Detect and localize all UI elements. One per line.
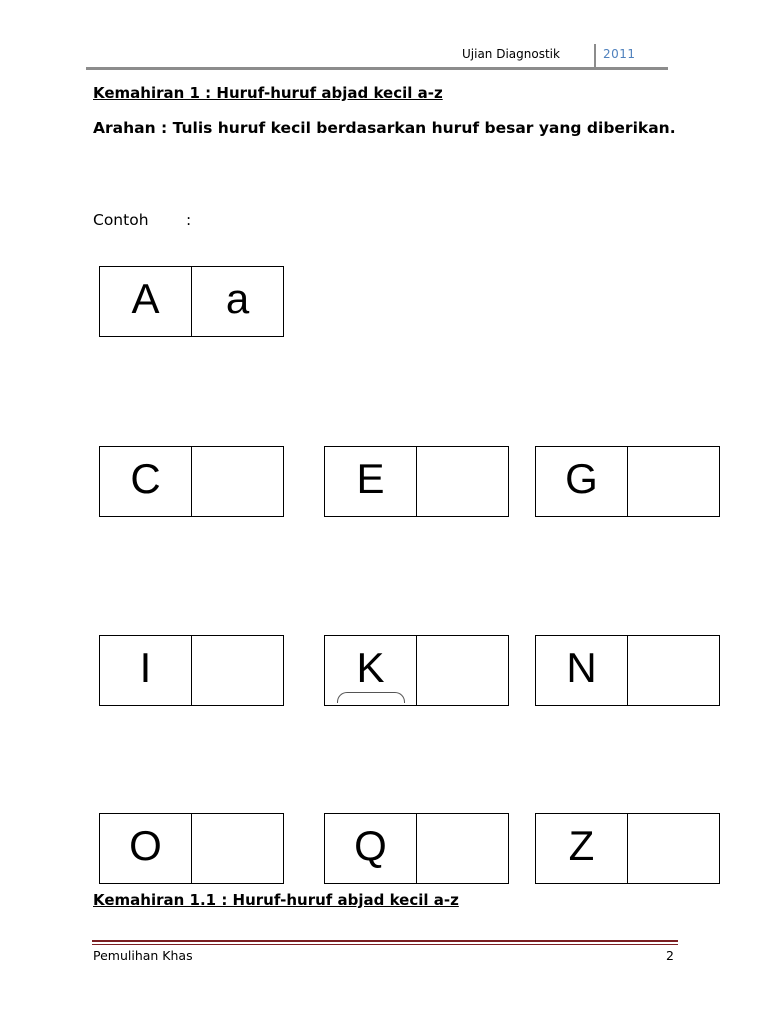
upper-letter-cell: G (535, 446, 628, 517)
example-upper-cell: A (99, 266, 192, 337)
footer-label: Pemulihan Khas (93, 948, 193, 963)
upper-letter-cell: C (99, 446, 192, 517)
exercise-pair-q (324, 813, 510, 884)
exercise-pair-i (99, 635, 285, 706)
answer-box[interactable] (416, 635, 509, 706)
header-separator (594, 44, 596, 68)
answer-box[interactable] (627, 446, 720, 517)
example-colon: : (186, 211, 192, 229)
answer-box[interactable] (191, 635, 284, 706)
example-lower-cell: a (191, 266, 284, 337)
example-label: Contoh (93, 211, 149, 229)
upper-letter-cell: N (535, 635, 628, 706)
upper-letter-cell: I (99, 635, 192, 706)
upper-letter-cell: E (324, 446, 417, 517)
upper-letter: K (356, 643, 385, 691)
curve-mark (337, 692, 405, 703)
answer-box[interactable] (627, 635, 720, 706)
upper-letter-cell: O (99, 813, 192, 884)
exercise-pair-z (535, 813, 721, 884)
answer-box[interactable] (191, 813, 284, 884)
header-rule (86, 67, 668, 70)
exercise-pair-g (535, 446, 721, 517)
footer-rule-thin (92, 944, 678, 945)
upper-letter-cell (324, 635, 417, 706)
example-pair (99, 266, 285, 337)
instruction-text: Arahan : Tulis huruf kecil berdasarkan huruf besar yang diberikan. (93, 119, 676, 137)
footer-rule (92, 940, 678, 942)
section-title-1: Kemahiran 1 : Huruf-huruf abjad kecil a-z (93, 84, 443, 102)
exercise-pair-n (535, 635, 721, 706)
answer-box[interactable] (416, 446, 509, 517)
upper-letter-cell: Z (535, 813, 628, 884)
answer-box[interactable] (627, 813, 720, 884)
exercise-pair-e (324, 446, 510, 517)
header-title: Ujian Diagnostik (462, 47, 560, 61)
page-number: 2 (666, 948, 674, 963)
section-title-2: Kemahiran 1.1 : Huruf-huruf abjad kecil a-z (93, 891, 459, 909)
exercise-pair-k (324, 635, 510, 706)
header-year: 2011 (603, 47, 636, 61)
exercise-pair-o (99, 813, 285, 884)
upper-letter-cell: Q (324, 813, 417, 884)
exercise-pair-c (99, 446, 285, 517)
answer-box[interactable] (191, 446, 284, 517)
answer-box[interactable] (416, 813, 509, 884)
